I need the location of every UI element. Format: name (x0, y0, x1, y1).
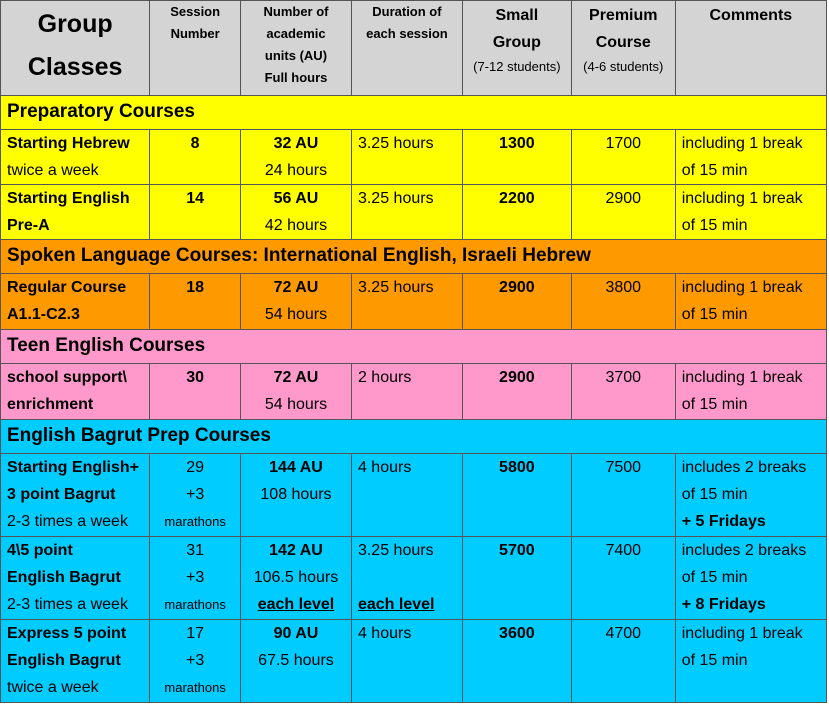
small-price-cell: 5800 (462, 454, 571, 537)
section-row (1, 420, 827, 454)
units-cell: 142 AU 106.5 hours each level (241, 537, 352, 620)
course-name: school support\ enrichment (1, 364, 150, 420)
small-price-cell: 2900 (462, 364, 571, 420)
duration-cell: 4 hours (351, 454, 462, 537)
header-duration: Duration of each session (351, 1, 462, 96)
duration-cell: 3.25 hours each level (351, 537, 462, 620)
table-row (1, 364, 827, 420)
section-row (1, 240, 827, 274)
premium-price-cell: 3800 (571, 274, 675, 330)
premium-price-cell: 7500 (571, 454, 675, 537)
units-cell: 56 AU 42 hours (241, 185, 352, 240)
section-spoken: Spoken Language Courses: International English, Israeli Hebrew (1, 240, 827, 274)
duration-cell: 3.25 hours (351, 130, 462, 185)
units-cell: 32 AU 24 hours (241, 130, 352, 185)
table-row (1, 620, 827, 703)
comments-cell: including 1 break of 15 min (675, 130, 826, 185)
course-name: Express 5 point English Bagrut twice a week (1, 620, 150, 703)
comments-cell: includes 2 breaks of 15 min + 8 Fridays (675, 537, 826, 620)
duration-cell: 3.25 hours (351, 274, 462, 330)
comments-cell: including 1 break of 15 min (675, 274, 826, 330)
small-price-cell: 2900 (462, 274, 571, 330)
small-price-cell: 1300 (462, 130, 571, 185)
sessions-cell: 29 +3 marathons (150, 454, 241, 537)
header-small-group: Small Group (7-12 students) (462, 1, 571, 96)
units-cell: 144 AU 108 hours (241, 454, 352, 537)
comments-cell: including 1 break of 15 min (675, 364, 826, 420)
header-row (1, 1, 827, 96)
comments-cell: including 1 break of 15 min (675, 620, 826, 703)
premium-price-cell: 3700 (571, 364, 675, 420)
table-row (1, 274, 827, 330)
sessions-cell: 31 +3 marathons (150, 537, 241, 620)
sessions-cell: 14 (150, 185, 241, 240)
header-units: Number of academic units (AU) Full hours (241, 1, 352, 96)
table-row (1, 185, 827, 240)
header-premium: Premium Course (4-6 students) (571, 1, 675, 96)
small-price-cell: 2200 (462, 185, 571, 240)
small-price-cell: 3600 (462, 620, 571, 703)
course-name: Starting English Pre-A (1, 185, 150, 240)
course-name: Starting English+ 3 point Bagrut 2-3 times a week (1, 454, 150, 537)
table-row (1, 130, 827, 185)
duration-cell: 3.25 hours (351, 185, 462, 240)
course-name: Starting Hebrew twice a week (1, 130, 150, 185)
section-row (1, 330, 827, 364)
sessions-cell: 30 (150, 364, 241, 420)
sessions-cell: 18 (150, 274, 241, 330)
course-name: 4\5 point English Bagrut 2-3 times a week (1, 537, 150, 620)
course-name: Regular Course A1.1-C2.3 (1, 274, 150, 330)
sessions-cell: 17 +3 marathons (150, 620, 241, 703)
sessions-cell: 8 (150, 130, 241, 185)
table-row (1, 537, 827, 620)
header-comments: Comments (675, 1, 826, 96)
premium-price-cell: 4700 (571, 620, 675, 703)
premium-price-cell: 2900 (571, 185, 675, 240)
units-cell: 72 AU 54 hours (241, 364, 352, 420)
small-price-cell: 5700 (462, 537, 571, 620)
header-group-classes: Group Classes (1, 1, 150, 96)
duration-cell: 4 hours (351, 620, 462, 703)
comments-cell: includes 2 breaks of 15 min + 5 Fridays (675, 454, 826, 537)
duration-cell: 2 hours (351, 364, 462, 420)
section-teen: Teen English Courses (1, 330, 827, 364)
premium-price-cell: 1700 (571, 130, 675, 185)
table-row (1, 454, 827, 537)
premium-price-cell: 7400 (571, 537, 675, 620)
section-bagrut: English Bagrut Prep Courses (1, 420, 827, 454)
units-cell: 90 AU 67.5 hours (241, 620, 352, 703)
section-row (1, 96, 827, 130)
units-cell: 72 AU 54 hours (241, 274, 352, 330)
comments-cell: including 1 break of 15 min (675, 185, 826, 240)
header-session-number: Session Number (150, 1, 241, 96)
section-preparatory: Preparatory Courses (1, 96, 827, 130)
